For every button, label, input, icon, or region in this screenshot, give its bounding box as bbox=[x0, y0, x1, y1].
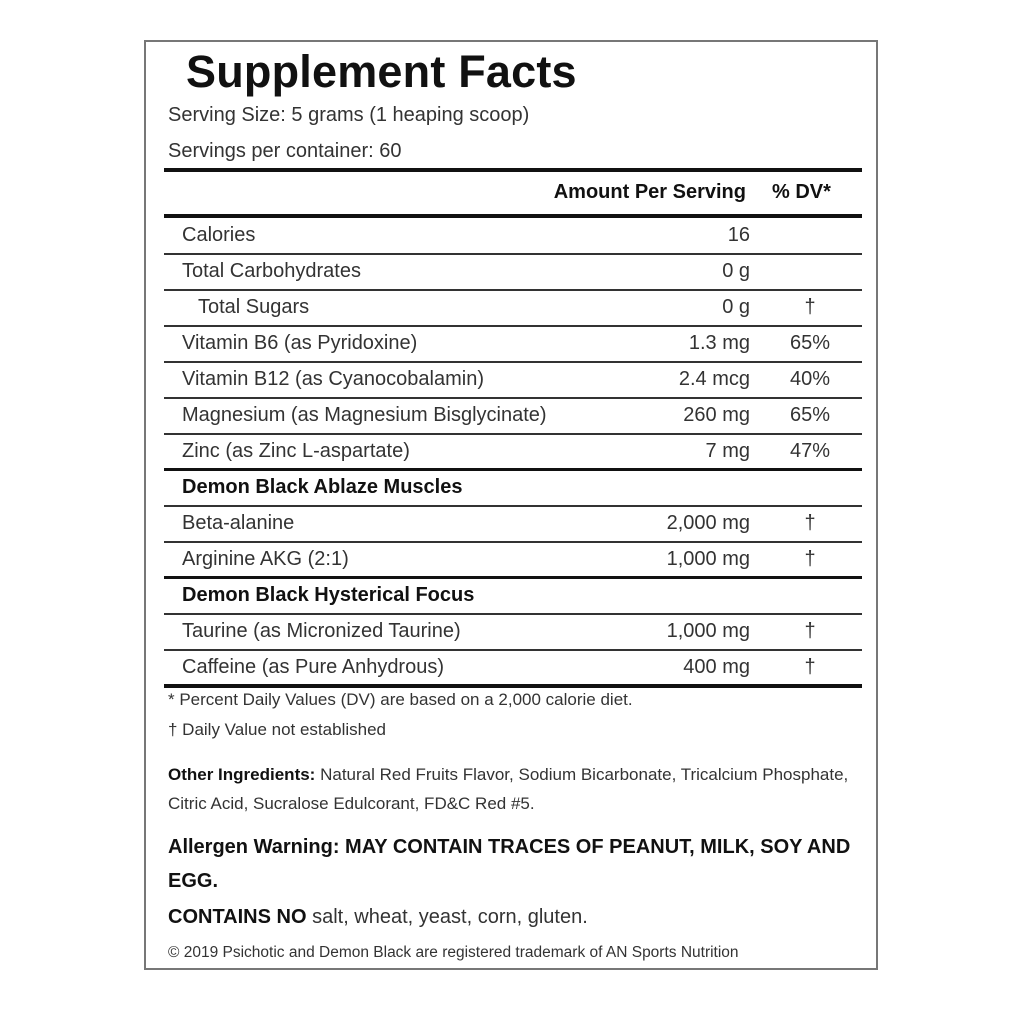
footnote-dagger: † Daily Value not established bbox=[168, 720, 386, 739]
table-row bbox=[164, 398, 862, 434]
row-name: Total Carbohydrates bbox=[182, 260, 361, 282]
copyright-notice: © 2019 Psichotic and Demon Black are registered trademark of AN Sports Nutrition bbox=[168, 944, 739, 961]
row-name: Calories bbox=[182, 224, 256, 246]
row-name: Vitamin B12 (as Cyanocobalamin) bbox=[182, 368, 485, 390]
supplement-facts-panel bbox=[144, 40, 878, 970]
panel-title: Supplement Facts bbox=[186, 46, 577, 97]
row-amount: 0 g bbox=[722, 296, 750, 318]
row-amount: 16 bbox=[727, 224, 750, 246]
header-dv: % DV* bbox=[772, 181, 831, 203]
section-title: Demon Black Ablaze Muscles bbox=[182, 476, 463, 498]
other-ingredients-text: Natural Red Fruits Flavor, Sodium Bicarbonate, Tricalcium Phosphate, Citric Acid, Sucralose Edulcorant, FD&C Red #5. bbox=[168, 765, 849, 813]
row-name: Caffeine (as Pure Anhydrous) bbox=[182, 656, 445, 678]
row-dv: † bbox=[804, 656, 816, 678]
section-title: Demon Black Hysterical Focus bbox=[182, 584, 475, 606]
table-row bbox=[164, 218, 862, 254]
table-row bbox=[164, 542, 862, 578]
row-amount: 1.3 mg bbox=[688, 332, 750, 354]
row-name: Beta-alanine bbox=[182, 512, 295, 534]
row-amount: 7 mg bbox=[705, 440, 750, 462]
divider-thick bbox=[164, 168, 862, 172]
section-row bbox=[164, 470, 862, 506]
contains-no-text: salt, wheat, yeast, corn, gluten. bbox=[306, 906, 588, 928]
row-dv: † bbox=[804, 620, 816, 642]
row-dv: 47% bbox=[789, 440, 831, 462]
row-dv: † bbox=[804, 548, 816, 570]
table-row bbox=[164, 614, 862, 650]
table-row bbox=[164, 650, 862, 686]
row-name: Total Sugars bbox=[198, 296, 310, 318]
row-amount: 1,000 mg bbox=[666, 548, 750, 570]
other-ingredients bbox=[168, 760, 858, 818]
row-dv: 40% bbox=[789, 368, 831, 390]
row-dv: † bbox=[804, 296, 816, 318]
row-name: Vitamin B6 (as Pyridoxine) bbox=[182, 332, 418, 354]
table-row bbox=[164, 506, 862, 542]
footnote-percent-dv: * Percent Daily Values (DV) are based on a 2,000 calorie diet. bbox=[168, 690, 633, 709]
table-row bbox=[164, 254, 862, 290]
row-amount: 0 g bbox=[722, 260, 750, 282]
table-row bbox=[164, 326, 862, 362]
contains-no bbox=[168, 906, 588, 929]
row-amount: 1,000 mg bbox=[666, 620, 750, 642]
header-amount: Amount Per Serving bbox=[553, 181, 746, 203]
servings-per-container: Servings per container: 60 bbox=[168, 140, 402, 162]
serving-size: Serving Size: 5 grams (1 heaping scoop) bbox=[168, 104, 530, 126]
row-name: Zinc (as Zinc L-aspartate) bbox=[182, 440, 410, 462]
row-name: Taurine (as Micronized Taurine) bbox=[182, 620, 461, 642]
table-row bbox=[164, 434, 862, 470]
other-ingredients-label: Other Ingredients: bbox=[168, 765, 316, 784]
row-name: Arginine AKG (2:1) bbox=[182, 548, 349, 570]
contains-no-label: CONTAINS NO bbox=[168, 906, 307, 928]
divider-thick bbox=[164, 684, 862, 688]
row-amount: 260 mg bbox=[683, 404, 750, 426]
row-dv: † bbox=[804, 512, 816, 534]
row-name: Magnesium (as Magnesium Bisglycinate) bbox=[182, 404, 547, 426]
row-amount: 2,000 mg bbox=[666, 512, 750, 534]
row-dv: 65% bbox=[789, 404, 831, 426]
row-amount: 2.4 mcg bbox=[678, 368, 750, 390]
row-amount: 400 mg bbox=[683, 656, 750, 678]
section-row bbox=[164, 578, 862, 614]
table-row bbox=[164, 290, 862, 326]
table-row bbox=[164, 362, 862, 398]
allergen-warning: Allergen Warning: MAY CONTAIN TRACES OF PEANUT, MILK, SOY AND EGG. bbox=[168, 836, 851, 892]
row-dv: 65% bbox=[789, 332, 831, 354]
